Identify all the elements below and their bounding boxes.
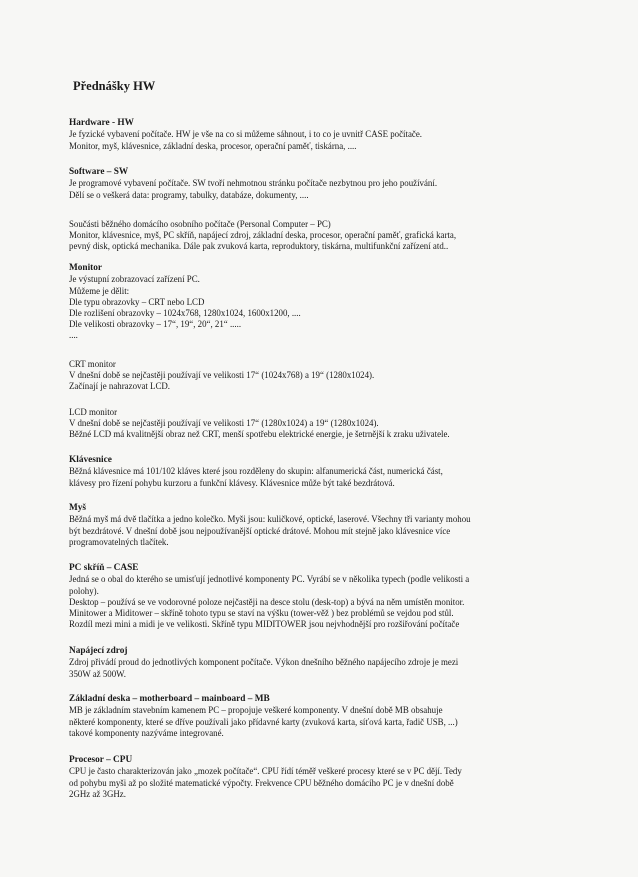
- text-line: Dělí se o veškerá data: programy, tabulky, databáze, dokumenty, ....: [69, 189, 309, 200]
- text-line: LCD monitor: [69, 407, 118, 417]
- document-title: Přednášky HW: [73, 79, 156, 93]
- text-line: Začínají je nahrazovat LCD.: [69, 381, 171, 392]
- text-line: CRT monitor: [69, 359, 116, 369]
- text-line: polohy).: [69, 585, 99, 596]
- section-heading: Myš: [69, 503, 87, 513]
- text-line: Dle typu obrazovky – CRT nebo LCD: [69, 296, 205, 307]
- text-line: Zdroj přivádí proud do jednotlivých komponent počítače. Výkon dnešního běžného napájecího zdroje je mezi: [69, 657, 459, 668]
- text-line: být bezdrátové. V dnešní době jsou nejpoužívanější optické drátové. Mohou mít stejně jako klávesnice více: [69, 525, 451, 536]
- text-line: některé komponenty, které se dříve používali jako přídavné karty (zvuková karta, síťová karta, řadič USB, ...): [69, 716, 458, 727]
- text-line: MB je základním stavebním kamenem PC – propojuje veškeré komponenty. V dnešní době MB obsahuje: [69, 705, 443, 716]
- section-software: [61, 167, 621, 201]
- text-line: Dle rozlišení obrazovky – 1024x768, 1280x1024, 1600x1200, ....: [69, 308, 301, 319]
- section-monitor: [61, 263, 621, 342]
- section-hardware: [61, 118, 621, 152]
- section-keyboard: [61, 455, 621, 489]
- section-heading: PC skříň – CASE: [69, 563, 139, 573]
- text-line: programovatelných tlačítek.: [69, 536, 169, 547]
- text-line: takové komponenty nazýváme integrované.: [69, 727, 224, 738]
- text-line: Monitor, myš, klávesnice, základní deska, procesor, operační paměť, tiskárna, ....: [69, 140, 357, 151]
- section-heading: Hardware - HW: [69, 118, 134, 128]
- text-line: Je programové vybavení počítače. SW tvoří nehmotnou stránku počítače nezbytnou pro jeho používání.: [69, 178, 438, 189]
- text-line: Minitower a Miditower – skříně tohoto typu se staví na výšku (tower-věž ) bez problémů se vejdou pod stůl.: [69, 608, 454, 619]
- text-line: Běžná klávesnice má 101/102 kláves které jsou rozděleny do skupin: alfanumerická část, numerická část,: [69, 466, 443, 477]
- text-line: V dnešní době se nejčastěji používají ve velikosti 17“ (1280x1024) a 19“ (1280x1024).: [69, 418, 379, 429]
- text-line: Dle velikosti obrazovky – 17“, 19“, 20“, 21“ .....: [69, 319, 242, 330]
- text-line: Jedná se o obal do kterého se umisťují jednotlivé komponenty PC. Vyrábí se v několika typech (podle velikosti a: [69, 574, 470, 585]
- section-heading: Klávesnice: [69, 455, 112, 465]
- section-lcd-monitor: [61, 407, 621, 441]
- section-crt-monitor: [61, 359, 621, 393]
- text-line: 350W až 500W.: [69, 668, 126, 679]
- text-line: od pohybu myši až po složité matematické výpočty. Frekvence CPU běžného domácího PC je v dnešní době: [69, 777, 454, 788]
- text-line: 2GHz až 3GHz.: [69, 788, 126, 799]
- text-line: Součásti běžného domácího osobního počítače (Personal Computer – PC): [69, 219, 331, 229]
- section-heading: Napájecí zdroj: [69, 646, 128, 656]
- text-line: Monitor, klávesnice, myš, PC skříň, napájecí zdroj, základní deska, procesor, operační paměť, grafická karta,: [69, 230, 457, 241]
- section-heading: Procesor – CPU: [69, 755, 133, 765]
- section-power-supply: [61, 646, 621, 680]
- section-pc-components: [61, 219, 621, 253]
- section-heading: Základní deska – motherboard – mainboard – MB: [69, 694, 270, 704]
- section-motherboard: [61, 694, 621, 739]
- section-mouse: [61, 503, 621, 548]
- text-line: ....: [69, 330, 78, 341]
- section-heading: Monitor: [69, 263, 103, 273]
- text-line: Běžné LCD má kvalitnější obraz než CRT, menší spotřebu elektrické energie, je šetrnější k zraku uživatele.: [69, 429, 450, 440]
- text-line: Běžná myš má dvě tlačítka a jedno kolečko. Myši jsou: kuličkové, optické, laserové. Všechny tři varianty mohou: [69, 514, 471, 525]
- text-line: Je výstupní zobrazovací zařízení PC.: [69, 274, 200, 285]
- text-line: klávesy pro řízení pohybu kurzoru a funkční klávesy. Klávesnice může být také bezdrátová.: [69, 477, 395, 488]
- text-line: pevný disk, optická mechanika. Dále pak zvuková karta, reproduktory, tiskárna, multifunkční zařízení atd..: [69, 241, 449, 252]
- text-line: V dnešní době se nejčastěji používají ve velikosti 17“ (1024x768) a 19“ (1280x1024).: [69, 370, 375, 381]
- text-line: CPU je často charakterizován jako „mozek počítače“. CPU řídí téměř veškeré procesy které se v PC dějí. Tedy: [69, 766, 462, 777]
- text-line: Rozdíl mezi mini a midi je ve velikosti. Skříně typu MIDITOWER jsou nejvhodnější pro rozšiřování počítače: [69, 619, 460, 630]
- text-line: Je fyzické vybavení počítače. HW je vše na co si můžeme sáhnout, i to co je uvnitř CASE počítače.: [69, 129, 422, 140]
- section-pc-case: [61, 563, 621, 630]
- text-line: Můžeme je dělit:: [69, 285, 130, 296]
- section-heading: Software – SW: [69, 167, 129, 177]
- section-cpu: [61, 755, 621, 800]
- text-line: Desktop – používá se ve vodorovné poloze nejčastěji na desce stolu (desk-top) a bývá na něm umístěn monitor.: [69, 596, 465, 607]
